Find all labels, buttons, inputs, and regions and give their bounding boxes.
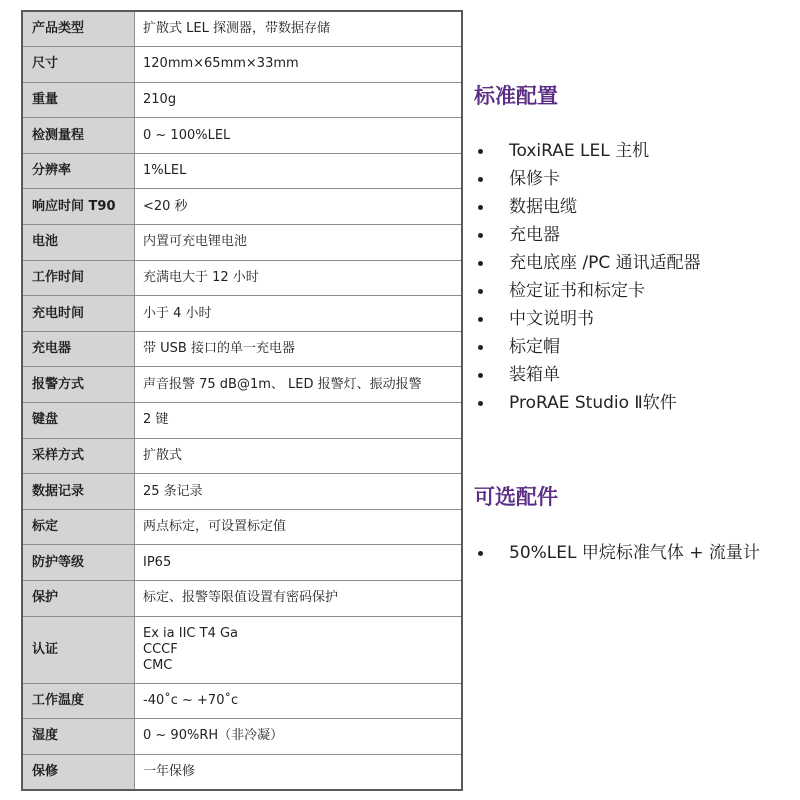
spec-value-line: IP65 bbox=[143, 554, 172, 570]
bullet-icon bbox=[478, 373, 483, 378]
list-item-label: 充电底座 /PC 通讯适配器 bbox=[509, 253, 701, 273]
spec-row bbox=[22, 367, 462, 403]
bullet-icon bbox=[478, 261, 483, 266]
spec-value bbox=[135, 153, 463, 189]
bullet-icon bbox=[478, 401, 483, 406]
spec-label: 尺寸 bbox=[22, 47, 135, 83]
spec-value bbox=[135, 331, 463, 367]
spec-value bbox=[135, 683, 463, 719]
spec-row bbox=[22, 581, 462, 617]
spec-value bbox=[135, 616, 463, 683]
spec-table-body bbox=[22, 11, 462, 790]
spec-value-line: 一年保修 bbox=[143, 763, 196, 779]
spec-label: 产品类型 bbox=[22, 11, 135, 47]
optional-config-title: 可选配件 bbox=[474, 485, 558, 509]
spec-value bbox=[135, 509, 463, 545]
spec-value-line: 标定、报警等限值设置有密码保护 bbox=[143, 590, 339, 606]
list-item-label: 50%LEL 甲烷标准气体 + 流量计 bbox=[509, 543, 760, 563]
spec-value-line: 扩散式 LEL 探测器，带数据存储 bbox=[143, 21, 330, 37]
list-item bbox=[474, 165, 701, 193]
spec-row bbox=[22, 153, 462, 189]
spec-value bbox=[135, 581, 463, 617]
spec-value bbox=[135, 754, 463, 790]
spec-value bbox=[135, 438, 463, 474]
list-item-label: ToxiRAE LEL 主机 bbox=[509, 141, 650, 161]
spec-label: 湿度 bbox=[22, 719, 135, 755]
spec-value bbox=[135, 296, 463, 332]
spec-value-line: CCCF bbox=[143, 641, 178, 657]
list-item bbox=[474, 305, 701, 333]
spec-value-line: CMC bbox=[143, 657, 173, 673]
list-item-label: ProRAE Studio Ⅱ软件 bbox=[509, 393, 677, 413]
list-item-label: 中文说明书 bbox=[509, 309, 594, 329]
spec-row bbox=[22, 331, 462, 367]
spec-row bbox=[22, 403, 462, 439]
spec-row bbox=[22, 260, 462, 296]
spec-value bbox=[135, 11, 463, 47]
spec-value bbox=[135, 474, 463, 510]
spec-row bbox=[22, 545, 462, 581]
spec-row bbox=[22, 616, 462, 683]
list-item bbox=[474, 389, 701, 417]
spec-value bbox=[135, 719, 463, 755]
spec-label: 防护等级 bbox=[22, 545, 135, 581]
spec-label: 充电时间 bbox=[22, 296, 135, 332]
spec-value bbox=[135, 545, 463, 581]
list-item bbox=[474, 277, 701, 305]
spec-value-line: 210g bbox=[143, 91, 177, 107]
spec-value-line: 小于 4 小时 bbox=[143, 305, 212, 321]
list-item-label: 检定证书和标定卡 bbox=[509, 281, 645, 301]
spec-value-line: 120mm×65mm×33mm bbox=[143, 56, 299, 72]
list-item-label: 标定帽 bbox=[509, 337, 560, 357]
bullet-icon bbox=[478, 177, 483, 182]
spec-row bbox=[22, 189, 462, 225]
spec-label: 采样方式 bbox=[22, 438, 135, 474]
spec-row bbox=[22, 754, 462, 790]
spec-label: 报警方式 bbox=[22, 367, 135, 403]
bullet-icon bbox=[478, 233, 483, 238]
spec-row bbox=[22, 719, 462, 755]
bullet-icon bbox=[478, 551, 483, 556]
spec-value-line: 25 条记录 bbox=[143, 483, 203, 499]
spec-row bbox=[22, 683, 462, 719]
spec-row bbox=[22, 509, 462, 545]
spec-label: 保修 bbox=[22, 754, 135, 790]
spec-label: 保护 bbox=[22, 581, 135, 617]
list-item-label: 装箱单 bbox=[509, 365, 560, 385]
spec-row bbox=[22, 296, 462, 332]
bullet-icon bbox=[478, 289, 483, 294]
list-item bbox=[474, 249, 701, 277]
spec-value-line: 两点标定，可设置标定值 bbox=[143, 519, 287, 535]
optional-config-list bbox=[474, 539, 760, 567]
spec-value-line: 声音报警 75 dB@1m、 LED 报警灯、振动报警 bbox=[143, 376, 422, 392]
spec-value-line: 0 ~ 100%LEL bbox=[143, 127, 231, 143]
spec-label: 响应时间 T90 bbox=[22, 189, 135, 225]
spec-value bbox=[135, 118, 463, 154]
spec-row bbox=[22, 474, 462, 510]
bullet-icon bbox=[478, 149, 483, 154]
spec-label: 标定 bbox=[22, 509, 135, 545]
list-item bbox=[474, 333, 701, 361]
list-item bbox=[474, 193, 701, 221]
spec-value-line: <20 秒 bbox=[143, 198, 188, 214]
spec-row bbox=[22, 47, 462, 83]
spec-value bbox=[135, 82, 463, 118]
spec-label: 重量 bbox=[22, 82, 135, 118]
spec-value bbox=[135, 47, 463, 83]
spec-label: 分辨率 bbox=[22, 153, 135, 189]
spec-label: 工作时间 bbox=[22, 260, 135, 296]
spec-row bbox=[22, 225, 462, 261]
spec-label: 键盘 bbox=[22, 403, 135, 439]
spec-value-line: Ex ia IIC T4 Ga bbox=[143, 625, 239, 641]
spec-label: 充电器 bbox=[22, 331, 135, 367]
spec-label: 工作温度 bbox=[22, 683, 135, 719]
spec-value bbox=[135, 260, 463, 296]
list-item bbox=[474, 221, 701, 249]
spec-table bbox=[21, 10, 463, 791]
list-item-label: 数据电缆 bbox=[509, 197, 577, 217]
spec-value-line: 充满电大于 12 小时 bbox=[143, 269, 259, 285]
spec-value bbox=[135, 367, 463, 403]
standard-config-title: 标准配置 bbox=[474, 84, 558, 108]
spec-value bbox=[135, 403, 463, 439]
bullet-icon bbox=[478, 317, 483, 322]
spec-label: 认证 bbox=[22, 616, 135, 683]
spec-value-line: 内置可充电锂电池 bbox=[143, 234, 248, 250]
bullet-icon bbox=[478, 205, 483, 210]
spec-value-line: 扩散式 bbox=[143, 447, 183, 463]
bullet-icon bbox=[478, 345, 483, 350]
spec-label: 检测量程 bbox=[22, 118, 135, 154]
spec-row bbox=[22, 438, 462, 474]
spec-label: 数据记录 bbox=[22, 474, 135, 510]
list-item bbox=[474, 361, 701, 389]
spec-value-line: 2 键 bbox=[143, 412, 169, 428]
standard-config-list bbox=[474, 137, 701, 417]
spec-label: 电池 bbox=[22, 225, 135, 261]
list-item bbox=[474, 137, 701, 165]
spec-value-line: -40˚c ~ +70˚c bbox=[143, 692, 239, 708]
spec-value bbox=[135, 189, 463, 225]
spec-value-line: 1%LEL bbox=[143, 163, 187, 179]
spec-row bbox=[22, 11, 462, 47]
spec-row bbox=[22, 82, 462, 118]
spec-value-line: 带 USB 接口的单一充电器 bbox=[143, 341, 295, 357]
spec-row bbox=[22, 118, 462, 154]
list-item-label: 充电器 bbox=[509, 225, 560, 245]
list-item-label: 保修卡 bbox=[509, 169, 560, 189]
spec-value bbox=[135, 225, 463, 261]
list-item bbox=[474, 539, 760, 567]
spec-value-line: 0 ~ 90%RH（非冷凝） bbox=[143, 728, 284, 744]
